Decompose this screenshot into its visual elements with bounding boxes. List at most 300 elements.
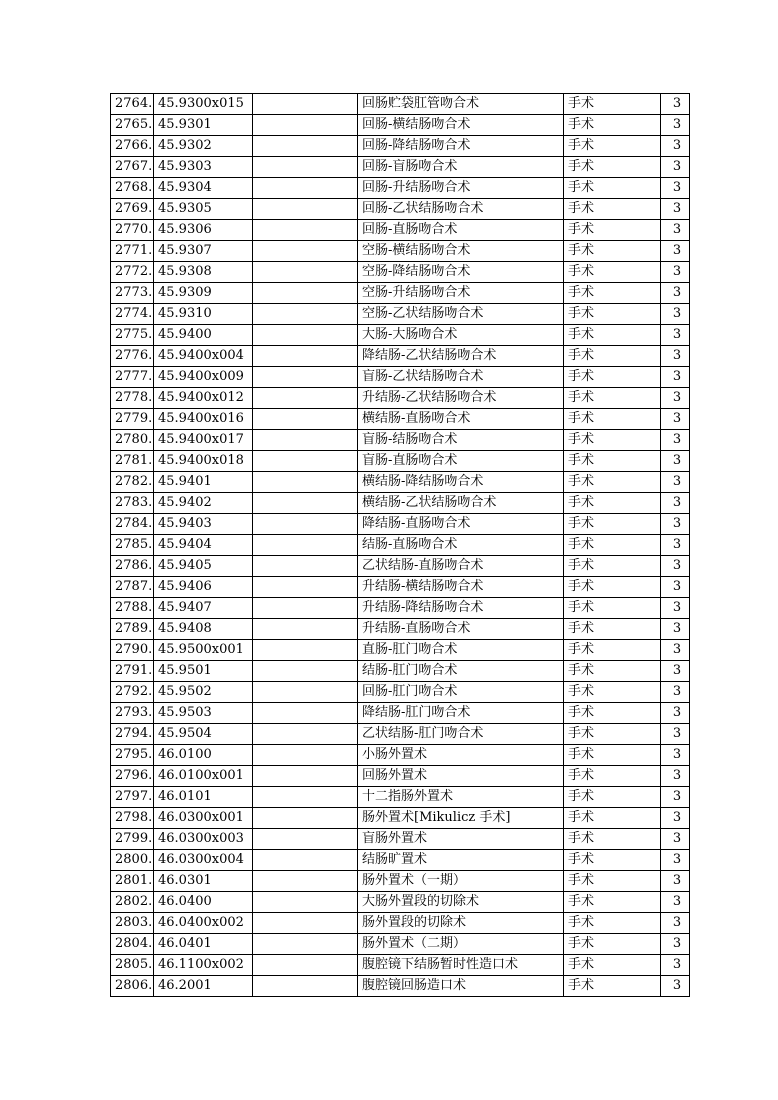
procedure-grade: 3	[661, 703, 690, 724]
blank-cell	[253, 808, 358, 829]
procedure-name: 空肠-横结肠吻合术	[358, 241, 564, 262]
procedure-code: 45.9500x001	[154, 640, 253, 661]
procedure-code: 45.9310	[154, 304, 253, 325]
procedure-name: 盲肠-结肠吻合术	[358, 430, 564, 451]
row-index: 2777.	[111, 367, 154, 388]
procedure-table-body	[111, 94, 690, 997]
procedure-name: 腹腔镜回肠造口术	[358, 976, 564, 997]
procedure-grade: 3	[661, 661, 690, 682]
procedure-name: 升结肠-降结肠吻合术	[358, 598, 564, 619]
blank-cell	[253, 682, 358, 703]
procedure-code: 45.9303	[154, 157, 253, 178]
procedure-type: 手术	[564, 115, 661, 136]
row-index: 2773.	[111, 283, 154, 304]
procedure-grade: 3	[661, 199, 690, 220]
procedure-type: 手术	[564, 913, 661, 934]
procedure-grade: 3	[661, 619, 690, 640]
procedure-code: 45.9501	[154, 661, 253, 682]
row-index: 2806.	[111, 976, 154, 997]
row-index: 2774.	[111, 304, 154, 325]
procedure-type: 手术	[564, 451, 661, 472]
procedure-type: 手术	[564, 94, 661, 115]
row-index: 2775.	[111, 325, 154, 346]
procedure-code: 46.0300x003	[154, 829, 253, 850]
row-index: 2768.	[111, 178, 154, 199]
table-row	[111, 640, 690, 661]
procedure-name: 直肠-肛门吻合术	[358, 640, 564, 661]
table-row	[111, 598, 690, 619]
table-row	[111, 304, 690, 325]
table-row	[111, 745, 690, 766]
procedure-type: 手术	[564, 346, 661, 367]
row-index: 2801.	[111, 871, 154, 892]
table-row	[111, 367, 690, 388]
procedure-name: 降结肠-直肠吻合术	[358, 514, 564, 535]
procedure-code: 46.2001	[154, 976, 253, 997]
procedure-code: 45.9402	[154, 493, 253, 514]
procedure-type: 手术	[564, 430, 661, 451]
table-row	[111, 115, 690, 136]
procedure-type: 手术	[564, 745, 661, 766]
blank-cell	[253, 640, 358, 661]
table-row	[111, 535, 690, 556]
blank-cell	[253, 115, 358, 136]
procedure-code: 45.9300x015	[154, 94, 253, 115]
procedure-type: 手术	[564, 892, 661, 913]
procedure-code: 45.9502	[154, 682, 253, 703]
row-index: 2787.	[111, 577, 154, 598]
row-index: 2797.	[111, 787, 154, 808]
row-index: 2769.	[111, 199, 154, 220]
row-index: 2788.	[111, 598, 154, 619]
blank-cell	[253, 304, 358, 325]
blank-cell	[253, 766, 358, 787]
blank-cell	[253, 661, 358, 682]
blank-cell	[253, 178, 358, 199]
row-index: 2786.	[111, 556, 154, 577]
table-row	[111, 451, 690, 472]
procedure-grade: 3	[661, 598, 690, 619]
procedure-type: 手术	[564, 619, 661, 640]
table-row	[111, 472, 690, 493]
procedure-type: 手术	[564, 598, 661, 619]
table-row	[111, 220, 690, 241]
table-row	[111, 94, 690, 115]
blank-cell	[253, 535, 358, 556]
procedure-name: 小肠外置术	[358, 745, 564, 766]
procedure-grade: 3	[661, 115, 690, 136]
procedure-name: 十二指肠外置术	[358, 787, 564, 808]
row-index: 2776.	[111, 346, 154, 367]
procedure-code: 45.9309	[154, 283, 253, 304]
procedure-type: 手术	[564, 640, 661, 661]
table-row	[111, 199, 690, 220]
procedure-type: 手术	[564, 703, 661, 724]
table-row	[111, 493, 690, 514]
procedure-type: 手术	[564, 766, 661, 787]
procedure-code: 45.9305	[154, 199, 253, 220]
procedure-grade: 3	[661, 577, 690, 598]
procedure-grade: 3	[661, 787, 690, 808]
blank-cell	[253, 325, 358, 346]
procedure-code: 45.9400x004	[154, 346, 253, 367]
blank-cell	[253, 871, 358, 892]
row-index: 2772.	[111, 262, 154, 283]
row-index: 2803.	[111, 913, 154, 934]
blank-cell	[253, 346, 358, 367]
blank-cell	[253, 94, 358, 115]
blank-cell	[253, 220, 358, 241]
blank-cell	[253, 283, 358, 304]
procedure-code: 45.9406	[154, 577, 253, 598]
blank-cell	[253, 724, 358, 745]
procedure-grade: 3	[661, 892, 690, 913]
procedure-type: 手术	[564, 682, 661, 703]
procedure-name: 空肠-升结肠吻合术	[358, 283, 564, 304]
procedure-name: 大肠外置段的切除术	[358, 892, 564, 913]
procedure-name: 横结肠-降结肠吻合术	[358, 472, 564, 493]
row-index: 2770.	[111, 220, 154, 241]
procedure-grade: 3	[661, 346, 690, 367]
row-index: 2782.	[111, 472, 154, 493]
procedure-code: 46.0301	[154, 871, 253, 892]
table-row	[111, 913, 690, 934]
procedure-grade: 3	[661, 430, 690, 451]
blank-cell	[253, 598, 358, 619]
row-index: 2794.	[111, 724, 154, 745]
procedure-name: 回肠-盲肠吻合术	[358, 157, 564, 178]
procedure-name: 横结肠-直肠吻合术	[358, 409, 564, 430]
procedure-grade: 3	[661, 262, 690, 283]
blank-cell	[253, 703, 358, 724]
blank-cell	[253, 388, 358, 409]
procedure-grade: 3	[661, 472, 690, 493]
blank-cell	[253, 136, 358, 157]
procedure-code: 45.9400x009	[154, 367, 253, 388]
procedure-name: 肠外置段的切除术	[358, 913, 564, 934]
row-index: 2793.	[111, 703, 154, 724]
procedure-code: 45.9301	[154, 115, 253, 136]
row-index: 2795.	[111, 745, 154, 766]
procedure-code: 45.9404	[154, 535, 253, 556]
procedure-grade: 3	[661, 325, 690, 346]
table-row	[111, 409, 690, 430]
procedure-code: 46.0401	[154, 934, 253, 955]
row-index: 2766.	[111, 136, 154, 157]
blank-cell	[253, 619, 358, 640]
procedure-name: 回肠贮袋肛管吻合术	[358, 94, 564, 115]
procedure-code: 45.9306	[154, 220, 253, 241]
blank-cell	[253, 913, 358, 934]
table-row	[111, 283, 690, 304]
procedure-type: 手术	[564, 514, 661, 535]
table-row	[111, 346, 690, 367]
procedure-name: 乙状结肠-肛门吻合术	[358, 724, 564, 745]
procedure-type: 手术	[564, 724, 661, 745]
procedure-grade: 3	[661, 955, 690, 976]
procedure-name: 结肠-直肠吻合术	[358, 535, 564, 556]
table-row	[111, 157, 690, 178]
procedure-type: 手术	[564, 661, 661, 682]
procedure-grade: 3	[661, 556, 690, 577]
blank-cell	[253, 556, 358, 577]
blank-cell	[253, 199, 358, 220]
procedure-code: 45.9400x016	[154, 409, 253, 430]
table-row	[111, 262, 690, 283]
procedure-grade: 3	[661, 94, 690, 115]
procedure-code: 46.0100x001	[154, 766, 253, 787]
procedure-type: 手术	[564, 871, 661, 892]
blank-cell	[253, 262, 358, 283]
table-row	[111, 577, 690, 598]
row-index: 2798.	[111, 808, 154, 829]
procedure-type: 手术	[564, 934, 661, 955]
procedure-grade: 3	[661, 850, 690, 871]
blank-cell	[253, 829, 358, 850]
blank-cell	[253, 430, 358, 451]
procedure-code: 46.1100x002	[154, 955, 253, 976]
blank-cell	[253, 577, 358, 598]
procedure-code: 46.0100	[154, 745, 253, 766]
table-row	[111, 136, 690, 157]
row-index: 2805.	[111, 955, 154, 976]
procedure-grade: 3	[661, 241, 690, 262]
table-row	[111, 850, 690, 871]
procedure-code: 45.9408	[154, 619, 253, 640]
procedure-name: 乙状结肠-直肠吻合术	[358, 556, 564, 577]
procedure-grade: 3	[661, 220, 690, 241]
procedure-type: 手术	[564, 199, 661, 220]
procedure-table	[110, 93, 690, 997]
procedure-type: 手术	[564, 976, 661, 997]
procedure-name: 回肠外置术	[358, 766, 564, 787]
procedure-code: 45.9504	[154, 724, 253, 745]
procedure-grade: 3	[661, 283, 690, 304]
procedure-grade: 3	[661, 388, 690, 409]
procedure-grade: 3	[661, 745, 690, 766]
procedure-code: 45.9400x017	[154, 430, 253, 451]
procedure-name: 腹腔镜下结肠暂时性造口术	[358, 955, 564, 976]
procedure-type: 手术	[564, 136, 661, 157]
row-index: 2779.	[111, 409, 154, 430]
procedure-type: 手术	[564, 808, 661, 829]
procedure-grade: 3	[661, 535, 690, 556]
procedure-type: 手术	[564, 241, 661, 262]
procedure-name: 回肠-直肠吻合术	[358, 220, 564, 241]
blank-cell	[253, 850, 358, 871]
procedure-name: 大肠-大肠吻合术	[358, 325, 564, 346]
row-index: 2789.	[111, 619, 154, 640]
table-row	[111, 325, 690, 346]
blank-cell	[253, 157, 358, 178]
procedure-code: 45.9308	[154, 262, 253, 283]
procedure-grade: 3	[661, 514, 690, 535]
procedure-code: 45.9307	[154, 241, 253, 262]
table-row	[111, 766, 690, 787]
table-row	[111, 178, 690, 199]
procedure-type: 手术	[564, 556, 661, 577]
procedure-type: 手术	[564, 325, 661, 346]
procedure-code: 45.9403	[154, 514, 253, 535]
procedure-name: 盲肠-乙状结肠吻合术	[358, 367, 564, 388]
row-index: 2784.	[111, 514, 154, 535]
blank-cell	[253, 745, 358, 766]
blank-cell	[253, 976, 358, 997]
procedure-name: 盲肠-直肠吻合术	[358, 451, 564, 472]
procedure-code: 45.9400x018	[154, 451, 253, 472]
procedure-name: 盲肠外置术	[358, 829, 564, 850]
procedure-grade: 3	[661, 829, 690, 850]
procedure-grade: 3	[661, 682, 690, 703]
blank-cell	[253, 955, 358, 976]
procedure-name: 横结肠-乙状结肠吻合术	[358, 493, 564, 514]
blank-cell	[253, 892, 358, 913]
blank-cell	[253, 451, 358, 472]
blank-cell	[253, 787, 358, 808]
procedure-name: 结肠-肛门吻合术	[358, 661, 564, 682]
procedure-type: 手术	[564, 787, 661, 808]
procedure-grade: 3	[661, 157, 690, 178]
procedure-name: 肠外置术[Mikulicz 手术]	[358, 808, 564, 829]
procedure-type: 手术	[564, 409, 661, 430]
procedure-type: 手术	[564, 367, 661, 388]
procedure-name: 降结肠-乙状结肠吻合术	[358, 346, 564, 367]
procedure-name: 降结肠-肛门吻合术	[358, 703, 564, 724]
procedure-name: 回肠-降结肠吻合术	[358, 136, 564, 157]
table-row	[111, 661, 690, 682]
table-row	[111, 682, 690, 703]
procedure-type: 手术	[564, 850, 661, 871]
blank-cell	[253, 241, 358, 262]
table-row	[111, 724, 690, 745]
procedure-type: 手术	[564, 157, 661, 178]
procedure-name: 升结肠-乙状结肠吻合术	[358, 388, 564, 409]
blank-cell	[253, 367, 358, 388]
blank-cell	[253, 409, 358, 430]
procedure-type: 手术	[564, 577, 661, 598]
row-index: 2778.	[111, 388, 154, 409]
procedure-type: 手术	[564, 829, 661, 850]
procedure-code: 45.9401	[154, 472, 253, 493]
row-index: 2781.	[111, 451, 154, 472]
table-row	[111, 829, 690, 850]
procedure-code: 46.0300x001	[154, 808, 253, 829]
blank-cell	[253, 472, 358, 493]
procedure-name: 空肠-降结肠吻合术	[358, 262, 564, 283]
table-row	[111, 934, 690, 955]
row-index: 2791.	[111, 661, 154, 682]
row-index: 2792.	[111, 682, 154, 703]
procedure-name: 结肠旷置术	[358, 850, 564, 871]
procedure-grade: 3	[661, 976, 690, 997]
procedure-code: 45.9503	[154, 703, 253, 724]
procedure-name: 肠外置术（一期）	[358, 871, 564, 892]
procedure-type: 手术	[564, 178, 661, 199]
procedure-grade: 3	[661, 871, 690, 892]
procedure-name: 回肠-升结肠吻合术	[358, 178, 564, 199]
procedure-name: 升结肠-横结肠吻合术	[358, 577, 564, 598]
procedure-grade: 3	[661, 640, 690, 661]
table-row	[111, 892, 690, 913]
row-index: 2780.	[111, 430, 154, 451]
procedure-type: 手术	[564, 472, 661, 493]
table-row	[111, 619, 690, 640]
procedure-type: 手术	[564, 535, 661, 556]
procedure-grade: 3	[661, 493, 690, 514]
table-row	[111, 976, 690, 997]
procedure-type: 手术	[564, 283, 661, 304]
procedure-code: 46.0400	[154, 892, 253, 913]
row-index: 2800.	[111, 850, 154, 871]
procedure-grade: 3	[661, 808, 690, 829]
procedure-type: 手术	[564, 493, 661, 514]
procedure-grade: 3	[661, 367, 690, 388]
procedure-type: 手术	[564, 220, 661, 241]
table-row	[111, 430, 690, 451]
row-index: 2804.	[111, 934, 154, 955]
table-row	[111, 703, 690, 724]
table-row	[111, 241, 690, 262]
procedure-type: 手术	[564, 955, 661, 976]
procedure-name: 回肠-横结肠吻合术	[358, 115, 564, 136]
procedure-code: 46.0400x002	[154, 913, 253, 934]
procedure-code: 46.0101	[154, 787, 253, 808]
procedure-grade: 3	[661, 934, 690, 955]
procedure-code: 45.9304	[154, 178, 253, 199]
row-index: 2783.	[111, 493, 154, 514]
table-row	[111, 955, 690, 976]
procedure-grade: 3	[661, 178, 690, 199]
procedure-type: 手术	[564, 388, 661, 409]
procedure-name: 回肠-肛门吻合术	[358, 682, 564, 703]
row-index: 2802.	[111, 892, 154, 913]
blank-cell	[253, 934, 358, 955]
procedure-name: 回肠-乙状结肠吻合术	[358, 199, 564, 220]
table-row	[111, 871, 690, 892]
procedure-grade: 3	[661, 409, 690, 430]
row-index: 2799.	[111, 829, 154, 850]
procedure-name: 空肠-乙状结肠吻合术	[358, 304, 564, 325]
row-index: 2765.	[111, 115, 154, 136]
procedure-grade: 3	[661, 766, 690, 787]
procedure-code: 45.9400x012	[154, 388, 253, 409]
procedure-grade: 3	[661, 451, 690, 472]
row-index: 2790.	[111, 640, 154, 661]
row-index: 2764.	[111, 94, 154, 115]
procedure-grade: 3	[661, 724, 690, 745]
row-index: 2767.	[111, 157, 154, 178]
row-index: 2796.	[111, 766, 154, 787]
table-row	[111, 514, 690, 535]
procedure-code: 45.9400	[154, 325, 253, 346]
table-row	[111, 787, 690, 808]
procedure-type: 手术	[564, 304, 661, 325]
procedure-name: 升结肠-直肠吻合术	[358, 619, 564, 640]
procedure-code: 45.9405	[154, 556, 253, 577]
procedure-code: 46.0300x004	[154, 850, 253, 871]
row-index: 2785.	[111, 535, 154, 556]
table-row	[111, 556, 690, 577]
procedure-grade: 3	[661, 913, 690, 934]
procedure-type: 手术	[564, 262, 661, 283]
row-index: 2771.	[111, 241, 154, 262]
procedure-grade: 3	[661, 136, 690, 157]
procedure-code: 45.9407	[154, 598, 253, 619]
blank-cell	[253, 493, 358, 514]
blank-cell	[253, 514, 358, 535]
procedure-grade: 3	[661, 304, 690, 325]
procedure-name: 肠外置术（二期）	[358, 934, 564, 955]
